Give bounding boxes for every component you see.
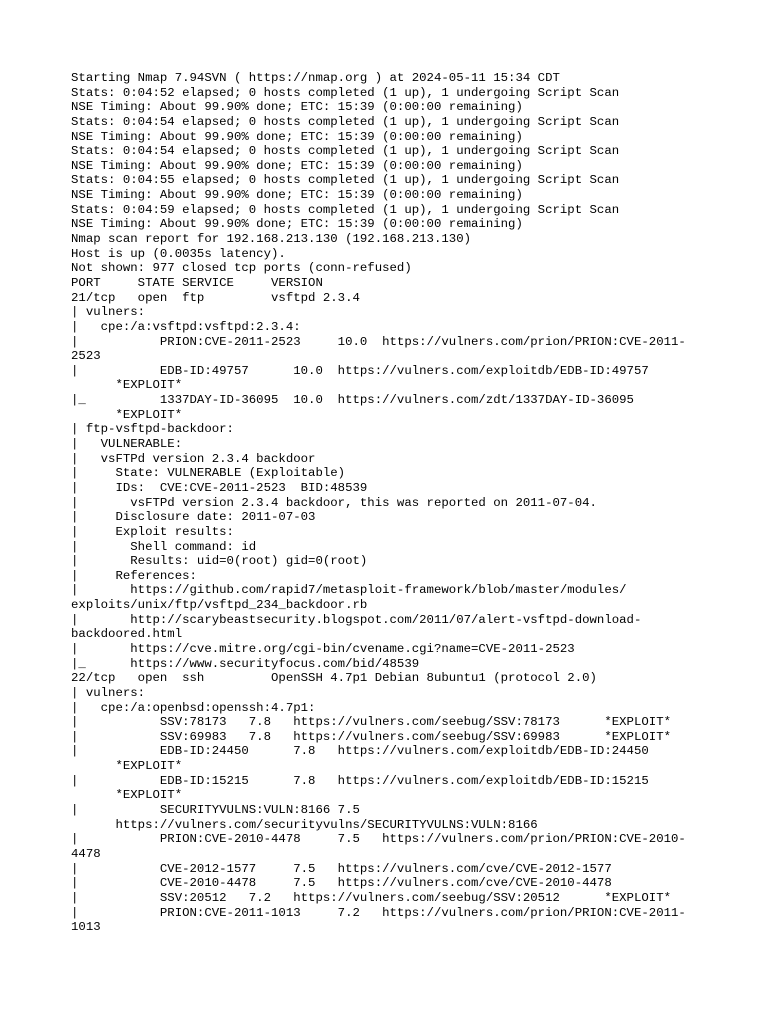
output-line: | Disclosure date: 2011-07-03 xyxy=(71,510,316,525)
output-line: | http://scarybeastsecurity.blogspot.com/2011/07/alert-vsftpd-download- xyxy=(71,612,642,627)
output-line: 2523 xyxy=(71,349,101,364)
output-line: NSE Timing: About 99.90% done; ETC: 15:39 (0:00:00 remaining) xyxy=(71,100,523,115)
output-line: 4478 xyxy=(71,846,101,861)
output-line: Not shown: 977 closed tcp ports (conn-refused) xyxy=(71,261,412,276)
output-line: https://vulners.com/securityvulns/SECURITYVULNS:VULN:8166 xyxy=(71,817,538,832)
output-line: | SSV:78173 7.8 https://vulners.com/seebug/SSV:78173 *EXPLOIT* xyxy=(71,715,672,730)
output-line: | https://github.com/rapid7/metasploit-framework/blob/master/modules/ xyxy=(71,583,627,598)
output-line: 21/tcp open ftp vsftpd 2.3.4 xyxy=(71,290,360,305)
output-line: | https://cve.mitre.org/cgi-bin/cvename.cgi?name=CVE-2011-2523 xyxy=(71,641,575,656)
output-line: Host is up (0.0035s latency). xyxy=(71,246,286,261)
output-line: Stats: 0:04:59 elapsed; 0 hosts completed (1 up), 1 undergoing Script Scan xyxy=(71,202,620,217)
output-line: | CVE-2010-4478 7.5 https://vulners.com/cve/CVE-2010-4478 xyxy=(71,876,612,891)
output-line: NSE Timing: About 99.90% done; ETC: 15:39 (0:00:00 remaining) xyxy=(71,129,523,144)
output-line: 1013 xyxy=(71,920,101,935)
output-line: | PRION:CVE-2010-4478 7.5 https://vulners.com/prion/PRION:CVE-2010- xyxy=(71,832,686,847)
output-line: | CVE-2012-1577 7.5 https://vulners.com/cve/CVE-2012-1577 xyxy=(71,861,612,876)
output-line: NSE Timing: About 99.90% done; ETC: 15:39 (0:00:00 remaining) xyxy=(71,188,523,203)
output-line: Stats: 0:04:52 elapsed; 0 hosts completed (1 up), 1 undergoing Script Scan xyxy=(71,85,620,100)
nmap-scan-output xyxy=(71,71,768,935)
output-line: | Results: uid=0(root) gid=0(root) xyxy=(71,554,368,569)
output-line: | EDB-ID:15215 7.8 https://vulners.com/exploitdb/EDB-ID:15215 xyxy=(71,773,649,788)
output-line: | EDB-ID:24450 7.8 https://vulners.com/exploitdb/EDB-ID:24450 xyxy=(71,744,649,759)
output-line: | cpe:/a:openbsd:openssh:4.7p1: xyxy=(71,700,316,715)
output-line: Stats: 0:04:54 elapsed; 0 hosts completed (1 up), 1 undergoing Script Scan xyxy=(71,114,620,129)
output-line: | References: xyxy=(71,568,197,583)
output-line: | State: VULNERABLE (Exploitable) xyxy=(71,466,346,481)
output-line: | vsFTPd version 2.3.4 backdoor xyxy=(71,451,316,466)
output-line: |_ https://www.securityfocus.com/bid/48539 xyxy=(71,656,420,671)
output-line: Stats: 0:04:55 elapsed; 0 hosts completed (1 up), 1 undergoing Script Scan xyxy=(71,173,620,188)
output-line: Nmap scan report for 192.168.213.130 (192.168.213.130) xyxy=(71,232,472,247)
output-line: *EXPLOIT* xyxy=(71,788,183,803)
output-line: |_ 1337DAY-ID-36095 10.0 https://vulners.com/zdt/1337DAY-ID-36095 xyxy=(71,393,634,408)
output-line: | cpe:/a:vsftpd:vsftpd:2.3.4: xyxy=(71,319,301,334)
output-line: | EDB-ID:49757 10.0 https://vulners.com/exploitdb/EDB-ID:49757 xyxy=(71,363,649,378)
output-line: | SSV:20512 7.2 https://vulners.com/seebug/SSV:20512 *EXPLOIT* xyxy=(71,890,672,905)
output-line: | SSV:69983 7.8 https://vulners.com/seebug/SSV:69983 *EXPLOIT* xyxy=(71,729,672,744)
output-line: | vulners: xyxy=(71,305,146,320)
output-line: | SECURITYVULNS:VULN:8166 7.5 xyxy=(71,803,360,818)
output-line: Starting Nmap 7.94SVN ( https://nmap.org ) at 2024-05-11 15:34 CDT xyxy=(71,71,560,85)
output-line: *EXPLOIT* xyxy=(71,759,183,774)
output-line: NSE Timing: About 99.90% done; ETC: 15:39 (0:00:00 remaining) xyxy=(71,158,523,173)
output-line: | VULNERABLE: xyxy=(71,437,183,452)
output-line: | vulners: xyxy=(71,685,146,700)
output-line: *EXPLOIT* xyxy=(71,378,183,393)
output-line: exploits/unix/ftp/vsftpd_234_backdoor.rb xyxy=(71,598,368,613)
output-line: | PRION:CVE-2011-2523 10.0 https://vulners.com/prion/PRION:CVE-2011- xyxy=(71,334,686,349)
output-line: PORT STATE SERVICE VERSION xyxy=(71,275,323,290)
output-line: backdoored.html xyxy=(71,627,183,642)
output-line: | PRION:CVE-2011-1013 7.2 https://vulners.com/prion/PRION:CVE-2011- xyxy=(71,905,686,920)
output-line: *EXPLOIT* xyxy=(71,407,183,422)
output-line: Stats: 0:04:54 elapsed; 0 hosts completed (1 up), 1 undergoing Script Scan xyxy=(71,144,620,159)
output-line: | vsFTPd version 2.3.4 backdoor, this was reported on 2011-07-04. xyxy=(71,495,597,510)
output-line: NSE Timing: About 99.90% done; ETC: 15:39 (0:00:00 remaining) xyxy=(71,217,523,232)
output-line: | IDs: CVE:CVE-2011-2523 BID:48539 xyxy=(71,480,368,495)
output-line: | Shell command: id xyxy=(71,539,257,554)
output-line: | ftp-vsftpd-backdoor: xyxy=(71,422,234,437)
output-line: 22/tcp open ssh OpenSSH 4.7p1 Debian 8ubuntu1 (protocol 2.0) xyxy=(71,671,597,686)
output-line: | Exploit results: xyxy=(71,524,234,539)
